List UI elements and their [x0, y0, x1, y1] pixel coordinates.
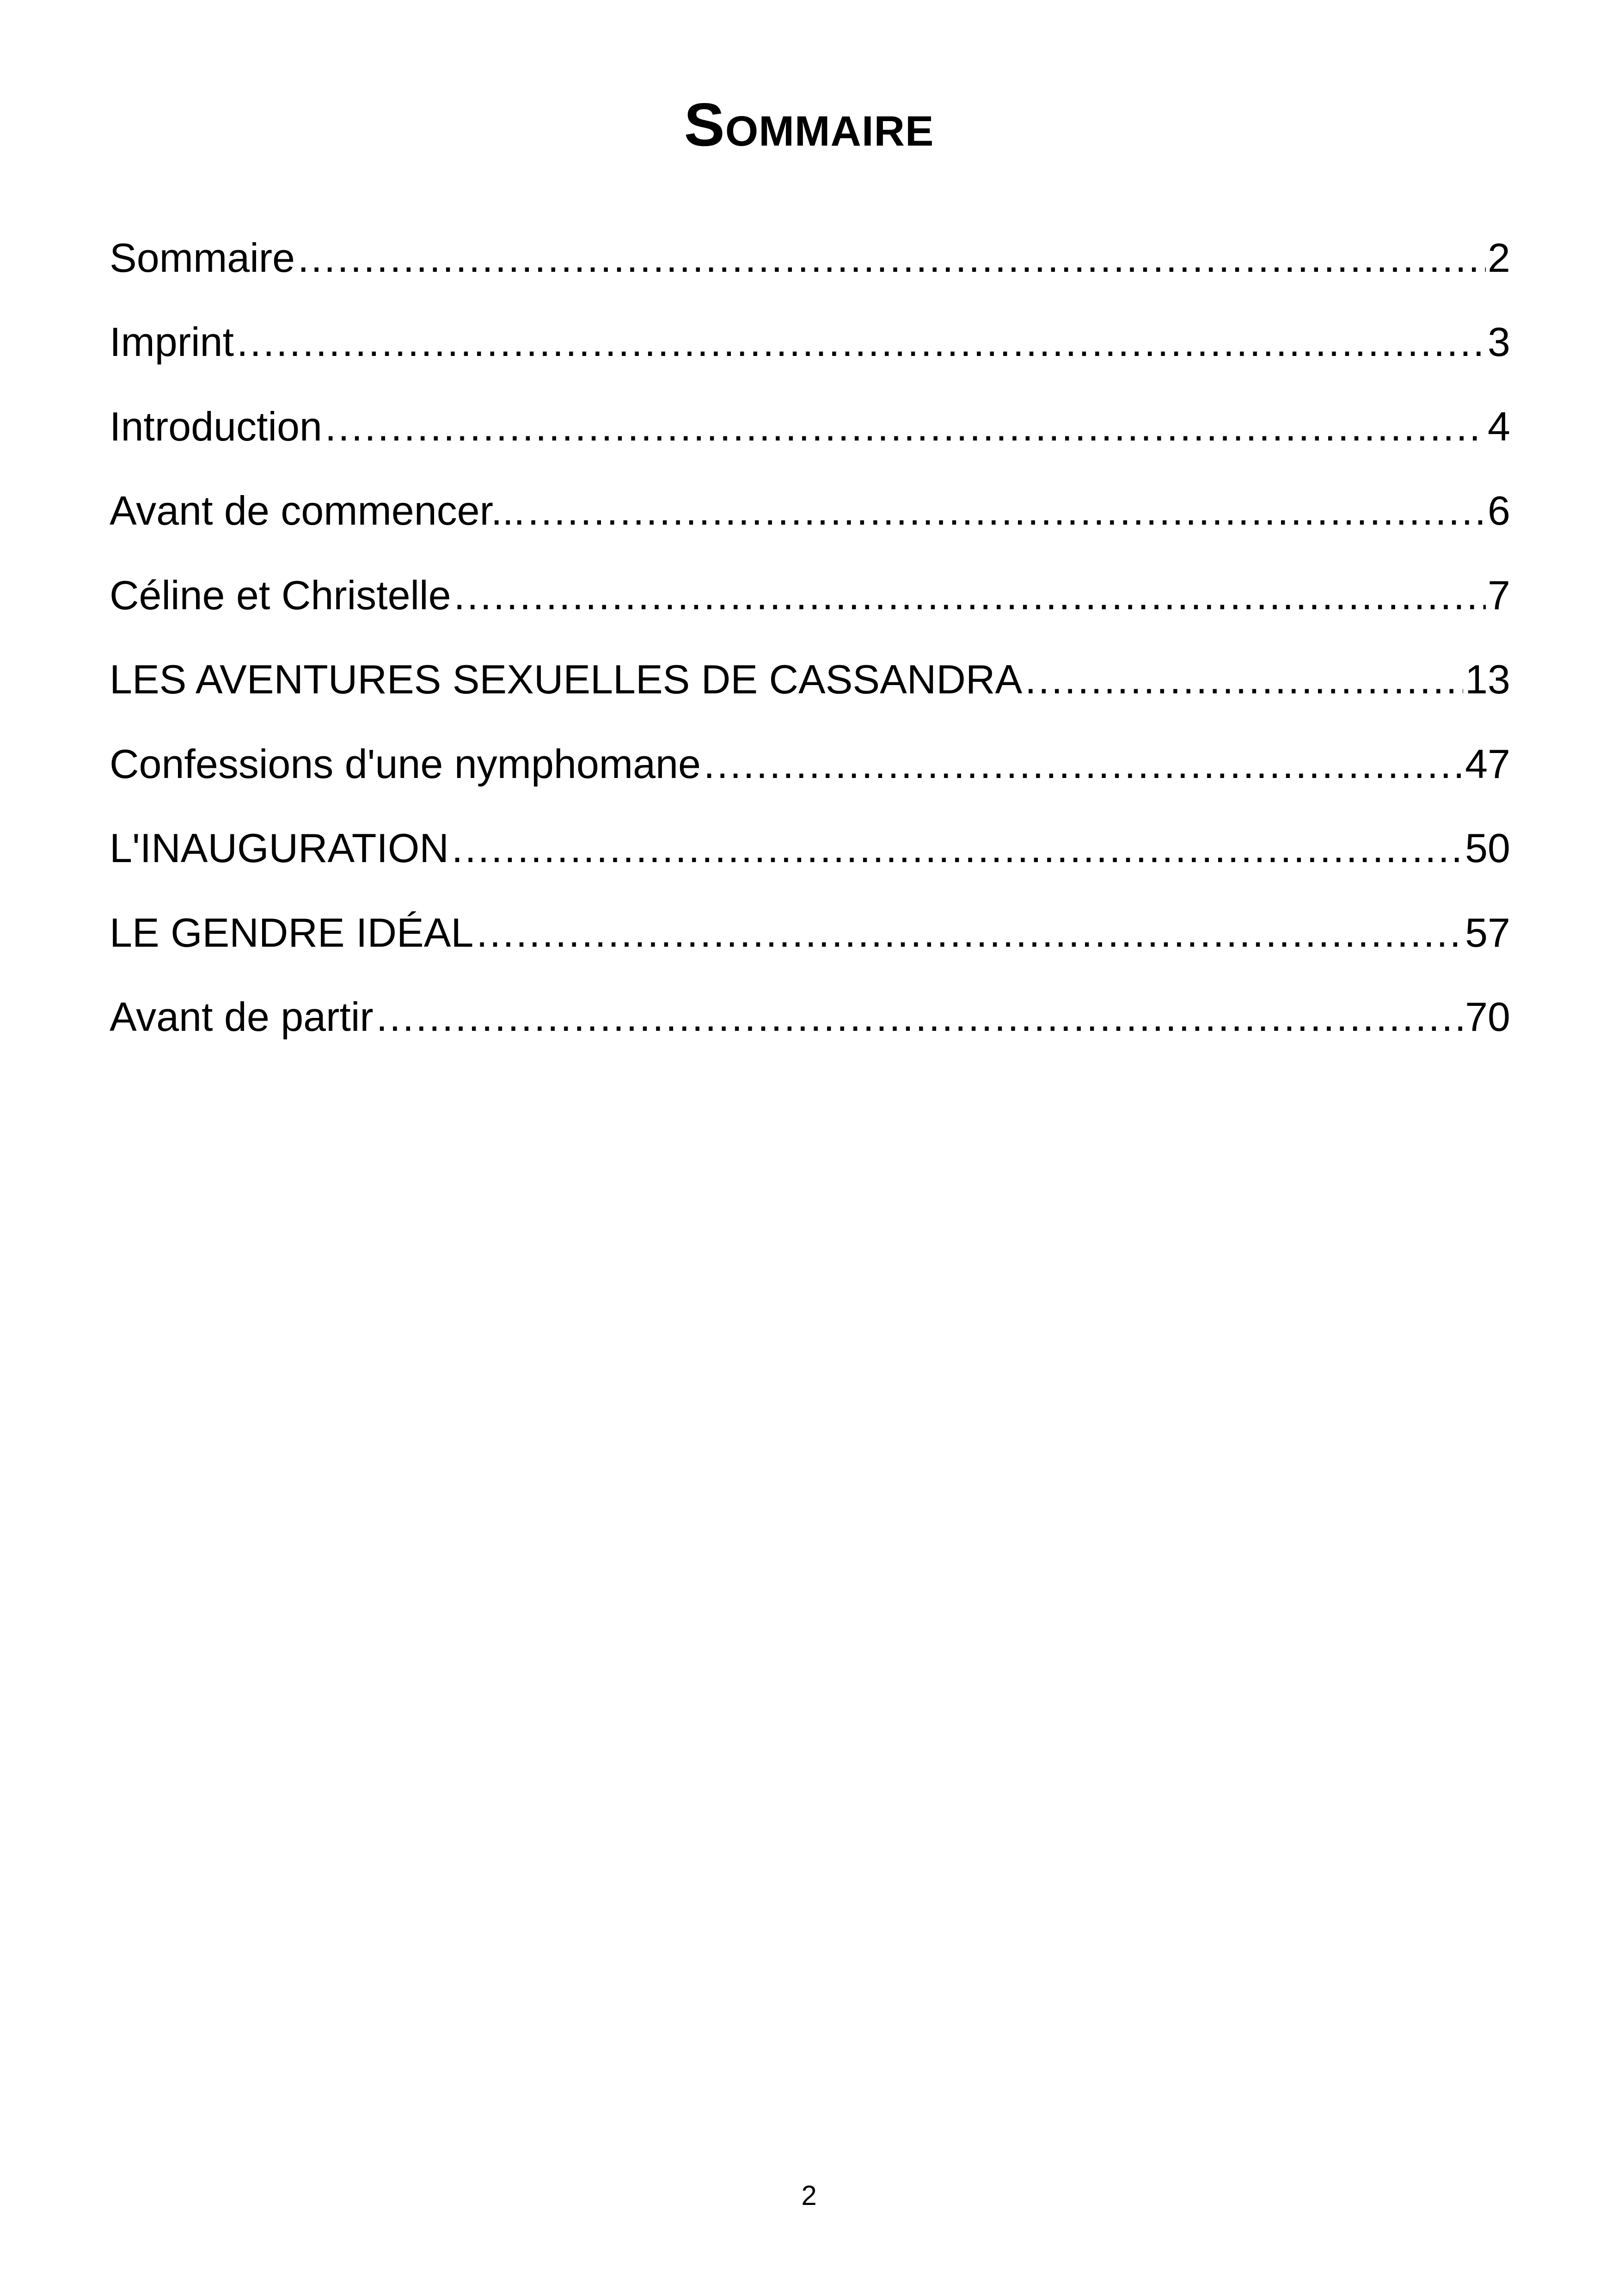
toc-entry-page-number: 50	[1465, 825, 1510, 871]
toc-dot-leader	[298, 230, 1486, 286]
toc-entry[interactable]	[110, 286, 1510, 370]
toc-entry[interactable]	[110, 961, 1510, 1045]
toc-entry-page-number: 57	[1465, 909, 1510, 955]
toc-entry[interactable]	[110, 539, 1510, 623]
toc-entry-page-number: 2	[1488, 234, 1510, 281]
toc-entry-title: L'INAUGURATION	[110, 825, 449, 871]
toc-entry[interactable]	[110, 876, 1510, 961]
toc-entry-title: LES AVENTURES SEXUELLES DE CASSANDRA	[110, 656, 1023, 702]
toc-entry[interactable]	[110, 201, 1510, 286]
toc-entry-page-number: 70	[1465, 994, 1510, 1040]
toc-entry[interactable]	[110, 370, 1510, 454]
toc-dot-leader	[376, 989, 1463, 1045]
toc-entry[interactable]	[110, 623, 1510, 708]
toc-entry-page-number: 47	[1465, 741, 1510, 787]
toc-entry-title: Avant de commencer...	[110, 488, 525, 533]
toc-dot-leader	[476, 905, 1463, 961]
toc-entry-page-number: 3	[1488, 319, 1510, 365]
toc-entry-title: Sommaire	[110, 234, 295, 281]
toc-entry[interactable]	[110, 454, 1510, 539]
toc-entry-page-number: 4	[1488, 403, 1510, 449]
toc-entry-title: Imprint	[110, 319, 234, 365]
toc-dot-leader	[704, 736, 1463, 792]
toc-entry-page-number: 13	[1465, 656, 1510, 702]
toc-entry-title: Introduction	[110, 403, 322, 449]
toc-dot-leader	[527, 483, 1486, 539]
toc-dot-leader	[1025, 652, 1463, 707]
toc-entry-title: Céline et Christelle	[110, 572, 451, 618]
toc-dot-leader	[452, 820, 1463, 876]
toc-entry-page-number: 7	[1488, 572, 1510, 618]
toc-entry[interactable]	[110, 707, 1510, 792]
toc-dot-leader	[454, 568, 1486, 623]
toc-entry-title: Avant de partir	[110, 994, 374, 1040]
toc-entry[interactable]	[110, 792, 1510, 876]
toc-entry-title: Confessions d'une nymphomane	[110, 741, 701, 787]
toc-entry-title: LE GENDRE IDÉAL	[110, 909, 474, 955]
toc-entry-page-number: 6	[1488, 488, 1510, 533]
toc-dot-leader	[237, 314, 1486, 370]
page-title: Sommaire	[684, 91, 934, 159]
table-of-contents	[110, 201, 1510, 1045]
toc-dot-leader	[325, 399, 1486, 454]
page-number: 2	[801, 2180, 817, 2211]
